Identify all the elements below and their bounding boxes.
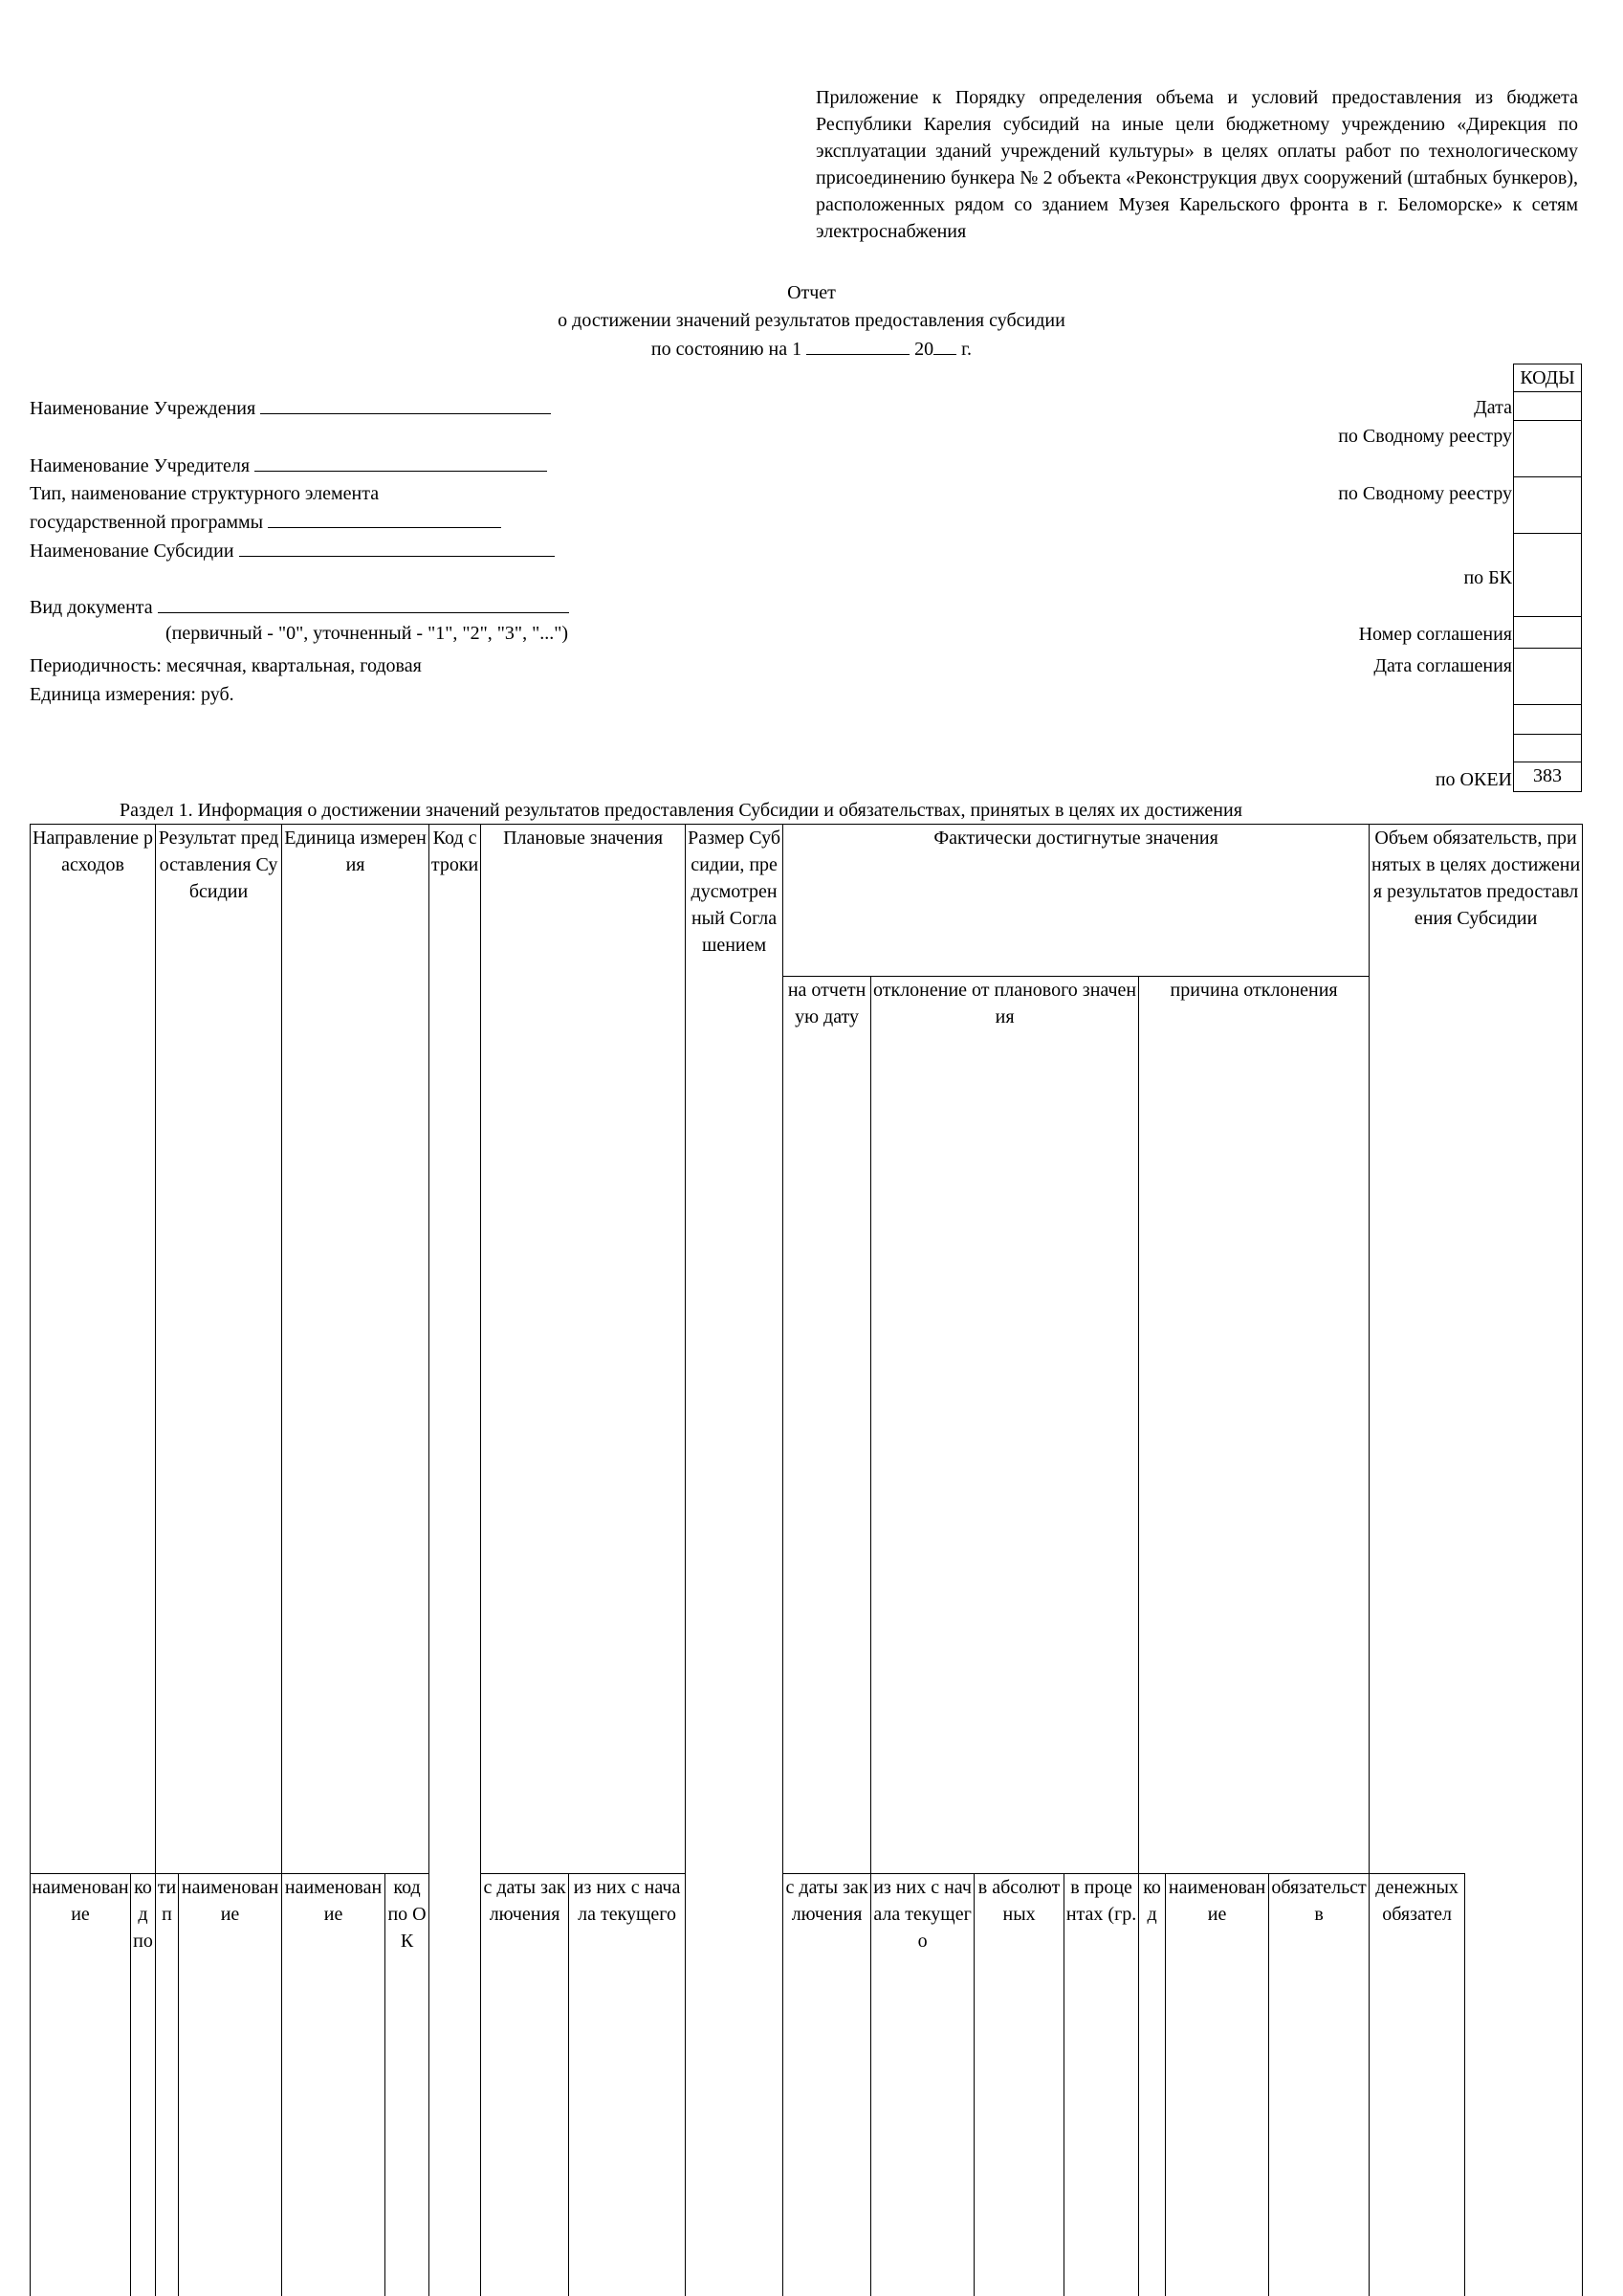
field-founder-label: Наименование Учредителя: [30, 455, 250, 476]
field-program-line1: Тип, наименование структурного элемента: [30, 480, 379, 507]
th-planned-from-year: из них с начала текущего: [569, 1874, 686, 2296]
th-obligations-oblig: обязательств: [1269, 1874, 1370, 2296]
th-obligations: Объем обязательств, принятых в целях достижения результатов предоставления Субсидии: [1370, 825, 1583, 1874]
field-doc-type-blank[interactable]: [158, 593, 569, 613]
code-label-agreement-date: Дата соглашения: [1373, 652, 1512, 679]
code-cell-agreement-no[interactable]: [1513, 616, 1582, 649]
th-actual-on-date: на отчетную дату: [783, 977, 871, 1874]
th-deviation-from-year: из них с начала текущего: [871, 1874, 975, 2296]
th-direction: Направление расходов: [31, 825, 156, 1874]
th-actual: Фактически достигнутые значения: [783, 825, 1370, 977]
code-cell-empty2[interactable]: [1513, 734, 1582, 762]
field-founder: [30, 452, 547, 479]
field-subsidy: [30, 537, 555, 564]
th-reason-code: код: [1139, 1874, 1166, 2296]
date-year-blank[interactable]: [933, 335, 956, 355]
section-title: Раздел 1. Информация о достижении значений результатов предоставления Субсидии и обязательствах, принятых в целях их достижения: [120, 797, 1242, 824]
th-actual-from-conclusion: с даты заключения: [783, 1874, 871, 2296]
field-institution: [30, 394, 551, 422]
th-direction-name: наименование: [31, 1874, 131, 2296]
field-program-label: государственной программы: [30, 512, 263, 533]
th-result: Результат предоставления Субсидии: [156, 825, 282, 1874]
th-reason-name: наименование: [1166, 1874, 1269, 2296]
th-planned: Плановые значения: [481, 825, 686, 1874]
th-row-code: Код строки: [429, 825, 481, 2296]
code-cell-agreement-date[interactable]: [1513, 648, 1582, 705]
results-table: [30, 824, 1583, 2296]
field-institution-blank[interactable]: [260, 394, 551, 414]
th-obligations-money: денежных обязател: [1370, 1874, 1465, 2296]
date-month-blank[interactable]: [806, 335, 910, 355]
code-label-bk: по БК: [1463, 564, 1512, 591]
code-label-registry1: по Сводному реестру: [1338, 423, 1512, 450]
code-label-okei: по ОКЕИ: [1436, 766, 1512, 793]
code-cell-okei: 383: [1513, 762, 1582, 792]
report-subtitle: о достижении значений результатов предоставления субсидии: [0, 307, 1623, 334]
field-periodicity: Периодичность: месячная, квартальная, годовая: [30, 652, 422, 679]
field-subsidy-label: Наименование Субсидии: [30, 541, 234, 562]
code-cell-bk[interactable]: [1513, 533, 1582, 617]
field-unit: Единица измерения: руб.: [30, 681, 234, 708]
codes-header: КОДЫ: [1513, 364, 1582, 392]
appendix-text: Приложение к Порядку определения объема и условий предоставления из бюджета Республики Карелия субсидий на иные цели бюджетному учреждению «Дирекция по эксплуатации зданий учреждений культуры» в целях оплаты работ по технологическому присоединению бункера № 2 объекта «Реконструкция двух сооружений (штабных бункеров), расположенных рядом со зданием Музея Карельского фронта в г. Беломорске» к сетям электроснабжения: [816, 84, 1578, 245]
th-result-name: наименование: [179, 1874, 282, 2296]
th-deviation: отклонение от планового значения: [871, 977, 1139, 1874]
field-institution-label: Наименование Учреждения: [30, 398, 255, 419]
code-label-registry2: по Сводному реестру: [1338, 480, 1512, 507]
date-year-prefix: 20: [914, 339, 933, 360]
th-unit-okei-code: код по ОК: [385, 1874, 429, 2296]
field-doc-type-label: Вид документа: [30, 597, 153, 618]
th-deviation-percent: в процентах (гр.: [1064, 1874, 1139, 2296]
th-reason: причина отклонения: [1139, 977, 1370, 1874]
code-label-date: Дата: [1474, 394, 1512, 421]
field-doc-type-hint: (первичный - "0", уточненный - "1", "2", "3", "..."): [165, 620, 568, 647]
field-subsidy-blank[interactable]: [239, 537, 555, 557]
th-planned-from-conclusion: с даты заключения: [481, 1874, 569, 2296]
th-direction-code: код по: [131, 1874, 156, 2296]
field-doc-type: [30, 593, 569, 621]
th-unit-name: наименование: [282, 1874, 385, 2296]
code-label-agreement-no: Номер соглашения: [1359, 621, 1512, 648]
date-suffix: г.: [961, 339, 972, 360]
th-unit: Единица измерения: [282, 825, 429, 1874]
code-cell-date[interactable]: [1513, 391, 1582, 421]
report-date-line: [0, 335, 1623, 363]
th-subsidy-size: Размер Субсидии, предусмотренный Соглашением: [686, 825, 783, 2296]
th-result-type: тип: [156, 1874, 179, 2296]
date-prefix: по состоянию на 1: [651, 339, 801, 360]
code-cell-empty1[interactable]: [1513, 704, 1582, 735]
field-program-blank[interactable]: [268, 508, 501, 528]
code-cell-registry2[interactable]: [1513, 476, 1582, 534]
field-founder-blank[interactable]: [254, 452, 547, 472]
field-program: [30, 508, 501, 536]
report-title: Отчет: [0, 279, 1623, 306]
code-cell-registry1[interactable]: [1513, 420, 1582, 477]
th-deviation-absolute: в абсолютных: [975, 1874, 1064, 2296]
